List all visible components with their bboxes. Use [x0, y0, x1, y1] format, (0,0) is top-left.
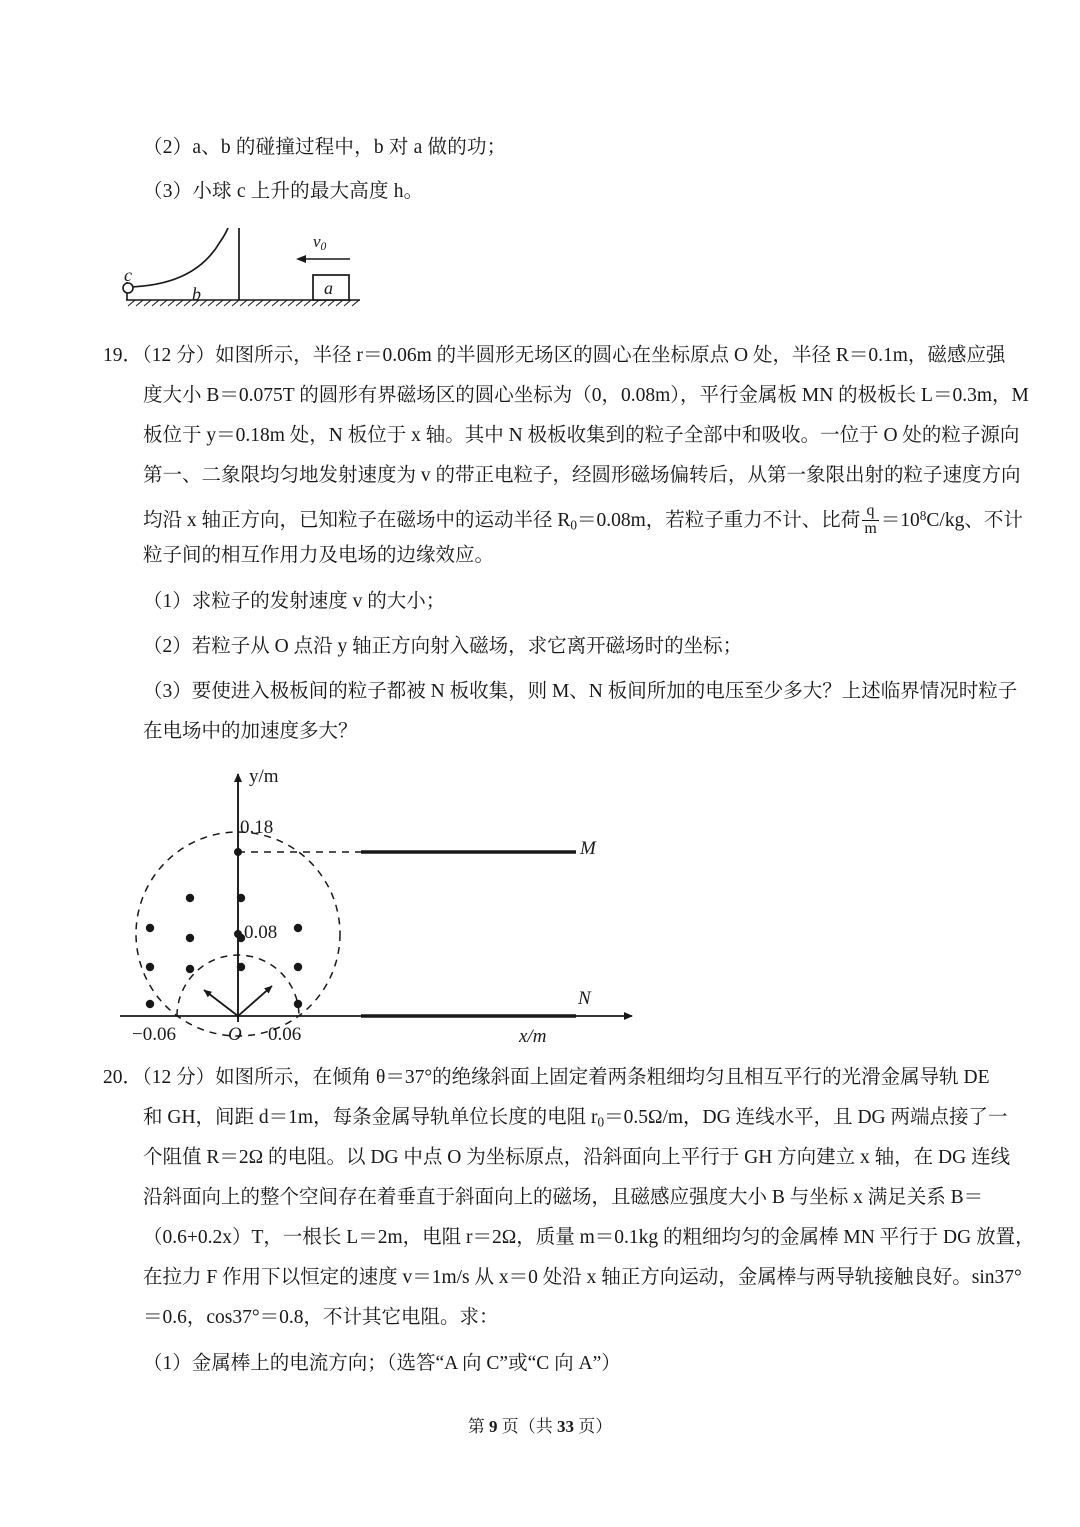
- figure-ramp-svg: [110, 228, 400, 338]
- point-018: [234, 848, 242, 856]
- q19-line-4: 第一、二象限均匀地发射速度为 v 的带正电粒子，经圆形磁场偏转后，从第一象限出射的粒子速度方向: [143, 465, 1021, 486]
- q19-line-2: 度大小 B＝0.075T 的圆形有界磁场区的圆心坐标为（0，0.08m），平行金属板 MN 的极板长 L＝0.3m，M: [143, 385, 1029, 406]
- q19-sub-1: （1）求粒子的发射速度 v 的大小；: [143, 591, 446, 612]
- x-axis-label: x/m: [519, 1026, 547, 1047]
- figure-coordinate-svg: [108, 762, 648, 1057]
- tick-label-018: 0.18: [240, 817, 274, 838]
- q20-sub-1: （1）金属棒上的电流方向；（选答“A 向 C”或“C 向 A”）: [143, 1353, 621, 1374]
- q19-l5-exp: 8: [919, 508, 927, 523]
- field-dot: [294, 963, 302, 971]
- q20-line-1: 20．（12 分）如图所示，在倾角 θ＝37°的绝缘斜面上固定着两条粗细均匀且相互平行的光滑金属导轨 DE: [103, 1067, 990, 1088]
- q19-l5-eq: ＝10: [880, 509, 920, 531]
- origin-label: O: [228, 1024, 242, 1045]
- field-dot: [186, 894, 194, 902]
- figure-label-c: c: [124, 265, 132, 285]
- field-dot: [186, 934, 194, 942]
- v0-subscript: 0: [320, 240, 327, 254]
- q19-line-3: 板位于 y＝0.18m 处，N 板位于 x 轴。其中 N 极板收集到的粒子全部中和吸收。一位于 O 处的粒子源向: [143, 425, 1020, 446]
- field-dot: [186, 965, 194, 973]
- q20-line-4: 沿斜面向上的整个空间存在着垂直于斜面向上的磁场，且磁感应强度大小 B 与坐标 x 满足关系 B＝: [143, 1187, 984, 1208]
- tick-label-pos006: 0.06: [268, 1024, 302, 1045]
- figure-label-b: b: [192, 284, 201, 304]
- question-20-body: [103, 1058, 1035, 1384]
- y-axis-label: y/m: [249, 766, 279, 787]
- figure-label-v0: [313, 232, 326, 253]
- q20-l2-post: ＝0.5Ω/m，DG 连线水平，且 DG 两端点接了一: [604, 1107, 1008, 1128]
- q20-line-6: 在拉力 F 作用下以恒定的速度 v＝1m/s 从 x＝0 处沿 x 轴正方向运动，金属棒与两导轨接触良好。sin37°: [143, 1267, 1022, 1288]
- charge-mass-fraction: [862, 503, 878, 538]
- footer-page-number: 9: [489, 1417, 498, 1436]
- q19-line-6: 粒子间的相互作用力及电场的边缘效应。: [143, 545, 495, 566]
- footer-total-pages: 33: [557, 1417, 574, 1436]
- footer-mid: 页（共: [497, 1417, 557, 1436]
- q20-line-2: [103, 1098, 1008, 1138]
- plate-m-label: M: [580, 838, 596, 859]
- field-dot: [146, 963, 154, 971]
- field-dot: [294, 1000, 302, 1008]
- q19-sub-2: （2）若粒子从 O 点沿 y 轴正方向射入磁场，求它离开磁场时的坐标；: [143, 636, 743, 657]
- footer-suffix: 页）: [574, 1417, 613, 1436]
- q19-line-1: 19．（12 分）如图所示，半径 r＝0.06m 的半圆形无场区的圆心在坐标原点 O 处，半径 R＝0.1m，磁感应强: [103, 345, 1006, 366]
- page-footer: [0, 1412, 1080, 1437]
- figure-magnetic-field-coordinates: [108, 762, 648, 1057]
- fraction-denominator: m: [864, 520, 877, 538]
- q19-l5-mid: ＝0.08m，若粒子重力不计、比荷: [577, 509, 861, 531]
- q19-line-5: [103, 496, 1023, 538]
- figure-label-a: a: [324, 278, 333, 298]
- field-dot: [146, 1000, 154, 1008]
- field-dots-group: [146, 894, 302, 1008]
- q18-item-2: （2）a、b 的碰撞过程中，b 对 a 做的功；: [143, 137, 507, 158]
- q19-sub-3-cont: 在电场中的加速度多大？: [143, 721, 358, 742]
- footer-prefix: 第: [467, 1417, 489, 1436]
- v0-arrow-head: [296, 255, 306, 263]
- tick-label-neg006: −0.06: [132, 1024, 176, 1045]
- q19-l5-sub: 0: [570, 517, 578, 533]
- emission-arrow-left: [204, 990, 238, 1016]
- field-dot: [237, 963, 245, 971]
- ground-hatch: [128, 300, 359, 306]
- field-dot: [146, 924, 154, 932]
- q19-l5-post: C/kg、不计: [926, 509, 1023, 531]
- fraction-numerator: q: [862, 503, 878, 521]
- q19-l5-pre: 均沿 x 轴正方向，已知粒子在磁场中的运动半径 R: [143, 509, 571, 531]
- plate-n-label: N: [578, 988, 591, 1009]
- question-19-body: [103, 336, 1029, 752]
- curved-track: [128, 228, 231, 287]
- q20-l2-sub: 0: [597, 1114, 605, 1130]
- field-dot: [294, 924, 302, 932]
- q20-line-5: （0.6+0.2x）T，一根长 L＝2m，电阻 r＝2Ω，质量 m＝0.1kg 的粗细均匀的金属棒 MN 平行于 DG 放置，: [143, 1227, 1035, 1248]
- q20-line-7: ＝0.6，cos37°＝0.8，不计其它电阻。求：: [143, 1307, 499, 1328]
- q19-sub-3: （3）要使进入极板间的粒子都被 N 板收集，则 M、N 板间所加的电压至少多大？上述临界情况时粒子: [143, 681, 1018, 702]
- figure-ramp-collision: [110, 228, 400, 338]
- field-dot: [237, 894, 245, 902]
- v0-base: v: [313, 232, 321, 251]
- q18-item-3: （3）小球 c 上升的最大高度 h。: [143, 181, 424, 202]
- q20-line-3: 个阻值 R＝2Ω 的电阻。以 DG 中点 O 为坐标原点，沿斜面向上平行于 GH 方向建立 x 轴，在 DG 连线: [143, 1147, 1011, 1168]
- q20-l2-pre: 和 GH，间距 d＝1m，每条金属导轨单位长度的电阻 r: [143, 1107, 598, 1128]
- emission-arrow-right: [238, 986, 272, 1016]
- tick-label-008: 0.08: [244, 922, 278, 943]
